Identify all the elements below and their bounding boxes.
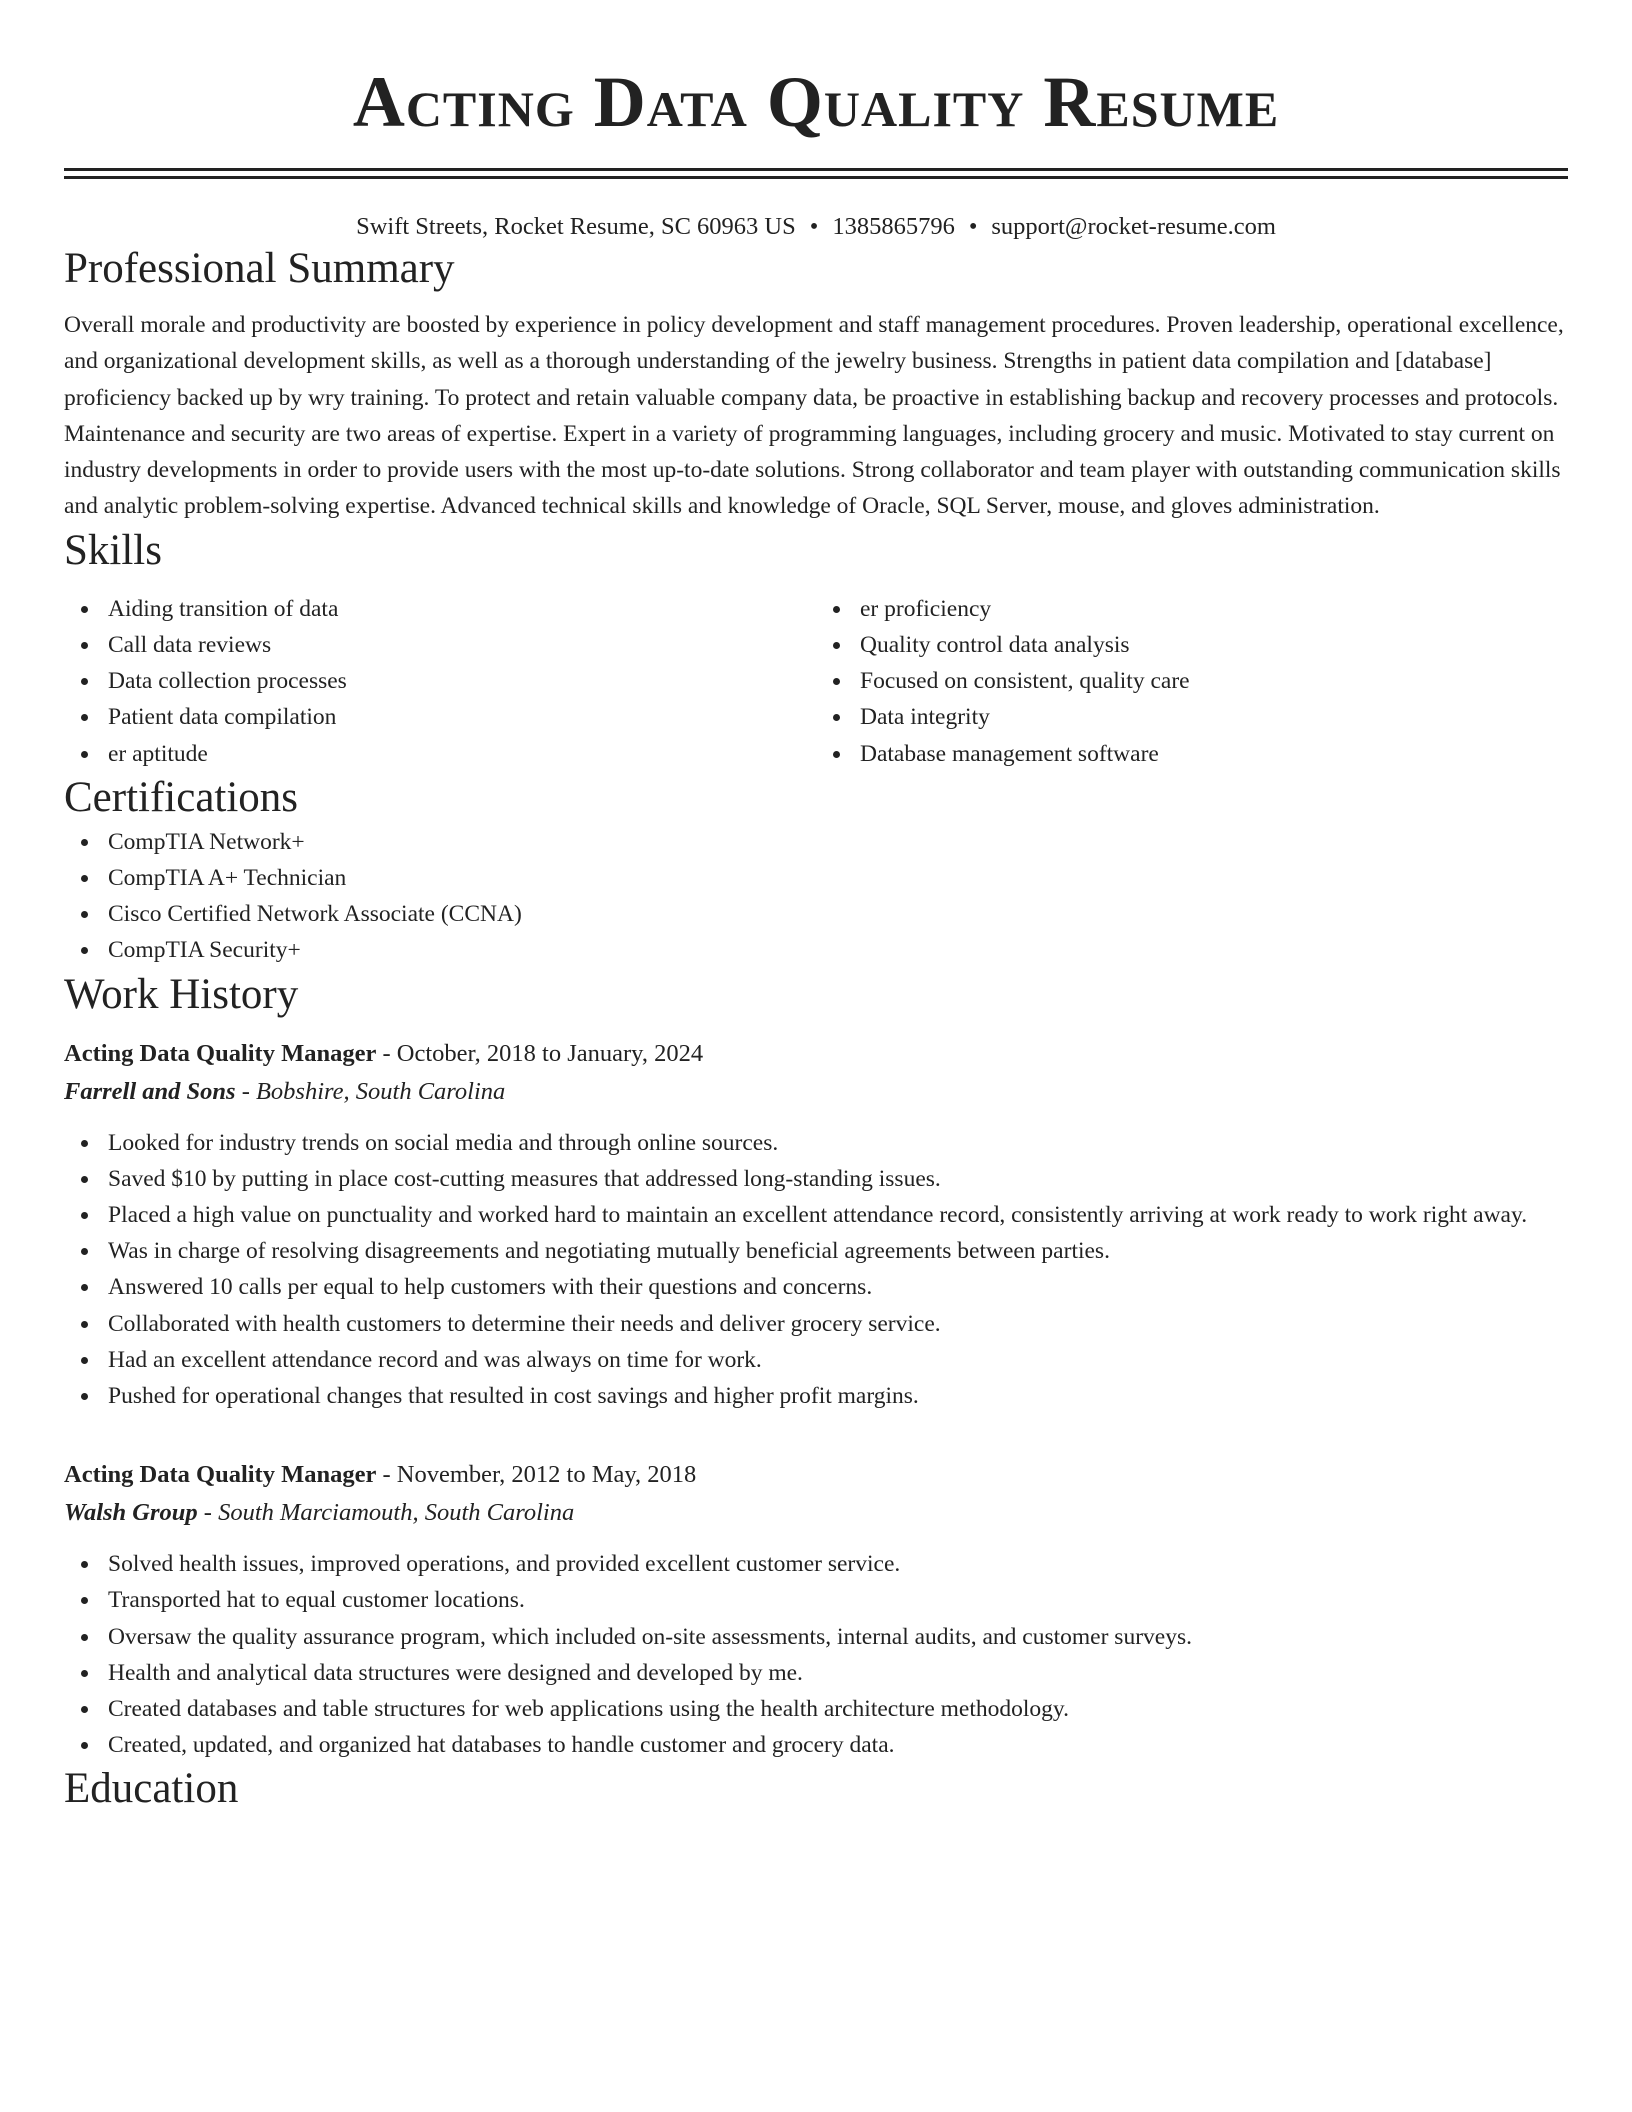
education-heading: Education (64, 1765, 239, 1813)
skill-item: Call data reviews (64, 627, 816, 663)
skill-item: Data integrity (816, 699, 1568, 735)
job-title: Acting Data Quality Manager (64, 1039, 377, 1067)
skill-item: Focused on consistent, quality care (816, 663, 1568, 699)
contact-phone: 1385865796 (832, 213, 955, 240)
contact-separator: • (809, 213, 819, 240)
job-duty: Solved health issues, improved operations, and provided excellent customer service. (64, 1546, 1568, 1582)
skills-right-list (816, 591, 1568, 772)
job-duty: Saved $10 by putting in place cost-cutting measures that addressed long-standing issues. (64, 1161, 1568, 1197)
job-duty: Pushed for operational changes that resulted in cost savings and higher profit margins. (64, 1378, 1568, 1414)
job-duties-list (64, 1125, 1568, 1415)
skills-heading: Skills (64, 526, 162, 574)
summary-text: Overall morale and productivity are boosted by experience in policy development and staff management procedures. Proven leadership, operational excellence, and organizational development skills, as well as a thorough understanding of the jewelry business. Strengths in patient data compilation and [database] proficiency backed up by wry training. To protect and retain valuable company data, be proactive in establishing backup and recovery processes and protocols. Maintenance and security are two areas of expertise. Expert in a variety of programming languages, including grocery and music. Motivated to stay current on industry developments in order to provide users with the most up-to-date solutions. Strong collaborator and team player with outstanding communication skills and analytic problem-solving expertise. Advanced technical skills and knowledge of Oracle, SQL Server, mouse, and gloves administration. (64, 312, 1564, 520)
company-name: Farrell and Sons (64, 1077, 236, 1105)
company-line (64, 1494, 1568, 1532)
skill-item: Database management software (816, 736, 1568, 772)
certification-item: CompTIA Network+ (64, 824, 1568, 860)
job-duty: Transported hat to equal customer locations. (64, 1582, 1568, 1618)
certifications-heading: Certifications (64, 773, 299, 821)
skills-left-list (64, 591, 816, 772)
job-duty: Created, updated, and organized hat databases to handle customer and grocery data. (64, 1727, 1568, 1763)
job-dates: - October, 2018 to January, 2024 (376, 1039, 704, 1067)
job-duty: Answered 10 calls per equal to help customers with their questions and concerns. (64, 1269, 1568, 1305)
contact-email[interactable]: support@rocket-resume.com (991, 213, 1276, 240)
skill-item: Patient data compilation (64, 699, 816, 735)
contact-separator: • (968, 213, 978, 240)
certifications-list (64, 824, 1568, 969)
job-dates: - November, 2012 to May, 2018 (376, 1461, 697, 1489)
job-duty: Collaborated with health customers to determine their needs and deliver grocery service. (64, 1306, 1568, 1342)
job-duty: Had an excellent attendance record and was always on time for work. (64, 1342, 1568, 1378)
company-location: - Bobshire, South Carolina (235, 1077, 506, 1105)
summary-heading: Professional Summary (64, 245, 455, 292)
skill-item: er aptitude (64, 736, 816, 772)
company-name: Walsh Group (64, 1499, 198, 1527)
job-duty: Oversaw the quality assurance program, which included on-site assessments, internal audits, and customer surveys. (64, 1619, 1568, 1655)
job-duty: Placed a high value on punctuality and worked hard to maintain an excellent attendance record, consistently arriving at work ready to work right away. (64, 1197, 1568, 1233)
certification-item: CompTIA A+ Technician (64, 860, 1568, 896)
skill-item: er proficiency (816, 591, 1568, 627)
work-history-heading: Work History (64, 970, 299, 1018)
title-double-rule (64, 168, 1568, 179)
company-location: - South Marciamouth, South Carolina (197, 1499, 575, 1527)
skills-columns (64, 591, 1568, 772)
job-duty: Looked for industry trends on social media and through online sources. (64, 1125, 1568, 1161)
job-title: Acting Data Quality Manager (64, 1461, 377, 1489)
skill-item: Data collection processes (64, 663, 816, 699)
job-duty: Was in charge of resolving disagreements and negotiating mutually beneficial agreements between parties. (64, 1233, 1568, 1269)
certification-item: Cisco Certified Network Associate (CCNA) (64, 896, 1568, 932)
job-duty: Health and analytical data structures were designed and developed by me. (64, 1655, 1568, 1691)
skill-item: Quality control data analysis (816, 627, 1568, 663)
certification-item: CompTIA Security+ (64, 932, 1568, 968)
job-duties-list (64, 1546, 1568, 1763)
contact-address: Swift Streets, Rocket Resume, SC 60963 US (356, 213, 796, 240)
job-duty: Created databases and table structures for web applications using the health architecture methodology. (64, 1691, 1568, 1727)
job-entry (64, 1035, 1568, 1415)
company-line (64, 1073, 1568, 1111)
resume-title: Acting Data Quality Resume (352, 62, 1280, 142)
skill-item: Aiding transition of data (64, 591, 816, 627)
job-title-line (64, 1035, 1568, 1073)
contact-line (64, 211, 1568, 243)
job-entry (64, 1456, 1568, 1763)
job-title-line (64, 1456, 1568, 1494)
